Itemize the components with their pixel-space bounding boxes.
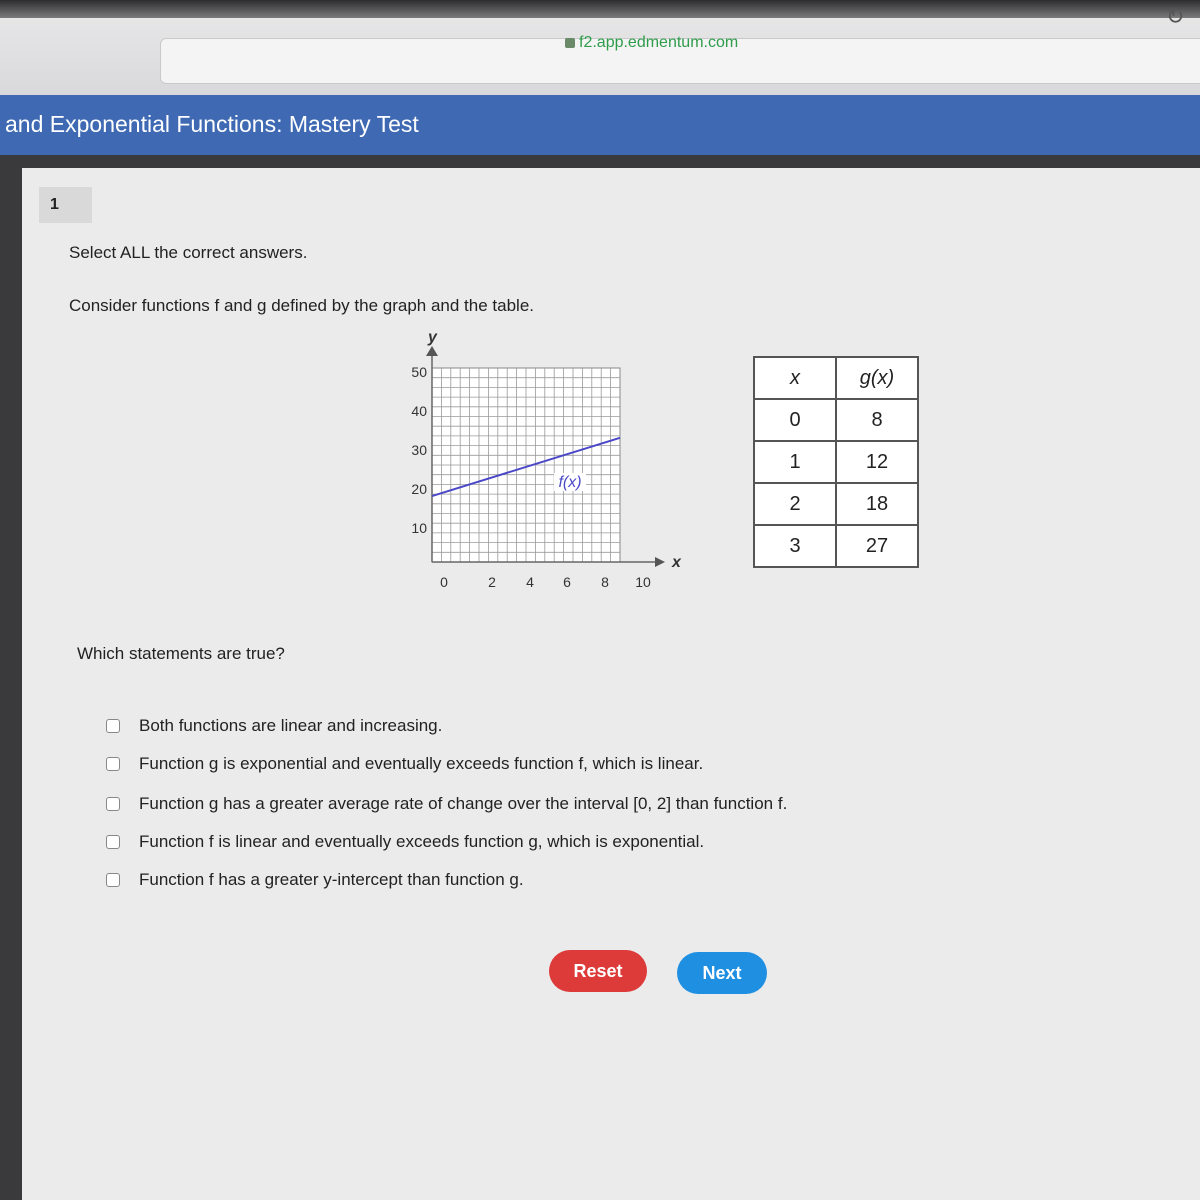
table-row <box>754 441 918 483</box>
option-label: Both functions are linear and increasing. <box>139 716 443 735</box>
page-title: and Exponential Functions: Mastery Test <box>5 111 419 137</box>
answer-option-1[interactable] <box>106 714 442 738</box>
table-header-row <box>754 357 918 399</box>
address-text[interactable] <box>565 34 738 52</box>
url-label: f2.app.edmentum.com <box>579 34 739 51</box>
table-cell: 12 <box>836 441 918 483</box>
y-tick-label-10: 10 <box>411 520 427 536</box>
table-cell: 27 <box>836 525 918 567</box>
reload-icon[interactable]: ↻ <box>1166 4 1185 29</box>
y-axis-arrow <box>426 346 438 356</box>
table-cell: 2 <box>754 483 836 525</box>
g-value-table <box>753 356 919 568</box>
option-checkbox[interactable] <box>106 757 120 771</box>
table-cell: 8 <box>836 399 918 441</box>
x-tick-label-4: 4 <box>526 574 534 590</box>
f-curve-label: f(x) <box>558 474 582 491</box>
option-checkbox[interactable] <box>106 719 120 733</box>
x-tick-label-0: 0 <box>440 574 448 590</box>
table-row <box>754 483 918 525</box>
option-label: Function g is exponential and eventually exceeds function f, which is linear. <box>139 754 704 773</box>
table-row <box>754 399 918 441</box>
answer-option-2[interactable] <box>106 752 703 776</box>
sub-prompt: Which statements are true? <box>77 644 285 663</box>
table-header-gx: g(x) <box>836 357 918 399</box>
x-axis-label: x <box>672 554 681 571</box>
graph-grid <box>432 368 620 562</box>
option-label: Function g has a greater average rate of change over the interval [0, 2] than function f. <box>139 794 788 813</box>
y-tick-label-50: 50 <box>411 364 427 380</box>
x-tick-label-6: 6 <box>563 574 571 590</box>
question-prompt: Consider functions f and g defined by the graph and the table. <box>69 296 534 315</box>
y-tick-label-30: 30 <box>411 442 427 458</box>
table-cell: 0 <box>754 399 836 441</box>
lock-icon <box>565 38 575 48</box>
y-tick-label-40: 40 <box>411 403 427 419</box>
option-checkbox[interactable] <box>106 797 120 811</box>
option-checkbox[interactable] <box>106 835 120 849</box>
y-tick-label-20: 20 <box>411 481 427 497</box>
page-header <box>0 95 1200 155</box>
table-header-x: x <box>754 357 836 399</box>
option-checkbox[interactable] <box>106 873 120 887</box>
browser-chrome <box>0 0 1200 95</box>
answer-option-5[interactable] <box>106 868 524 892</box>
x-tick-label-2: 2 <box>488 574 496 590</box>
table-cell: 3 <box>754 525 836 567</box>
window-top-edge <box>0 0 1200 18</box>
x-tick-label-10: 10 <box>635 574 651 590</box>
question-panel <box>22 168 1200 1200</box>
option-label: Function f is linear and eventually exceeds function g, which is exponential. <box>139 832 705 851</box>
reset-button[interactable]: Reset <box>549 950 647 992</box>
x-axis-arrow <box>655 557 665 567</box>
y-axis-label: y <box>428 330 437 346</box>
option-label: Function f has a greater y-intercept than function g. <box>139 870 524 889</box>
instruction-text: Select ALL the correct answers. <box>69 243 308 262</box>
table-cell: 18 <box>836 483 918 525</box>
question-number-tab[interactable]: 1 <box>39 187 92 223</box>
x-tick-label-8: 8 <box>601 574 609 590</box>
next-button[interactable]: Next <box>677 952 767 994</box>
table-cell: 1 <box>754 441 836 483</box>
answer-option-4[interactable] <box>106 830 704 854</box>
function-f-graph <box>397 330 717 590</box>
answer-option-3[interactable] <box>106 792 787 816</box>
table-row <box>754 525 918 567</box>
